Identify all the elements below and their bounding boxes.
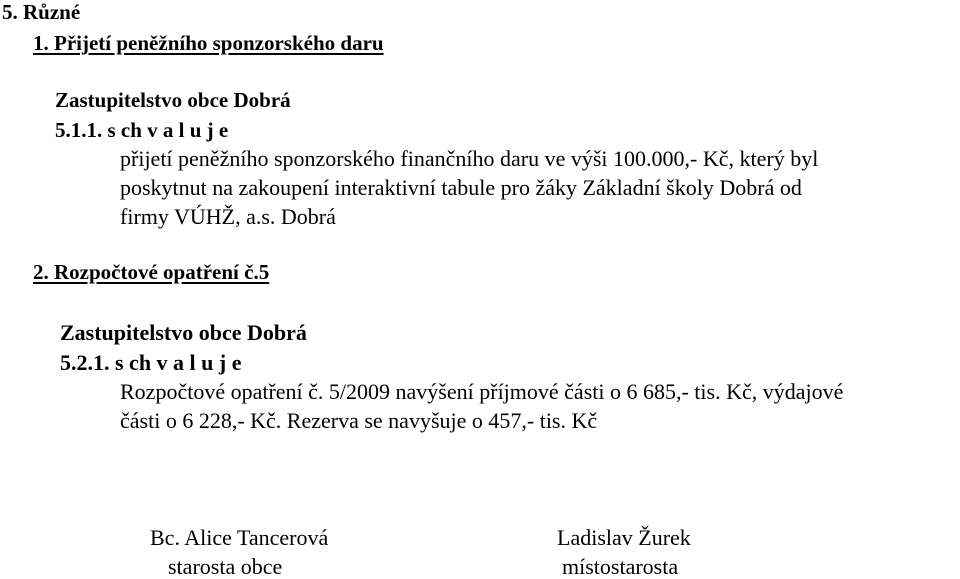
item2-text-line-2: části o 6 228,- Kč. Rezerva se navyšuje o 457,- tis. Kč: [120, 408, 598, 433]
signature-role-2: místostarosta: [562, 554, 679, 579]
item1-text-line-3: firmy VÚHŽ, a.s. Dobrá: [120, 204, 336, 229]
item1-text-line-2: poskytnut na zakoupení interaktivní tabule pro žáky Základní školy Dobrá od: [120, 175, 802, 200]
signature-role-1: starosta obce: [168, 554, 283, 579]
item1-text-line-1: přijetí peněžního sponzorského finančního daru ve výši 100.000,- Kč, který byl: [120, 146, 819, 171]
item2-heading: 2. Rozpočtové opatření č.5: [33, 260, 270, 284]
item2-body: Zastupitelstvo obce Dobrá: [60, 320, 307, 345]
item2-resolution: 5.2.1. s ch v a l u j e: [60, 350, 242, 375]
item1-body: Zastupitelstvo obce Dobrá: [55, 88, 291, 112]
item1-heading: 1. Přijetí peněžního sponzorského daru: [33, 31, 384, 55]
section-title: 5. Různé: [2, 0, 81, 24]
signature-name-2: Ladislav Žurek: [557, 525, 691, 550]
signature-name-1: Bc. Alice Tancerová: [150, 525, 329, 550]
item2-text-line-1: Rozpočtové opatření č. 5/2009 navýšení příjmové části o 6 685,- tis. Kč, výdajové: [120, 379, 844, 404]
item1-resolution: 5.1.1. s ch v a l u j e: [55, 118, 229, 142]
